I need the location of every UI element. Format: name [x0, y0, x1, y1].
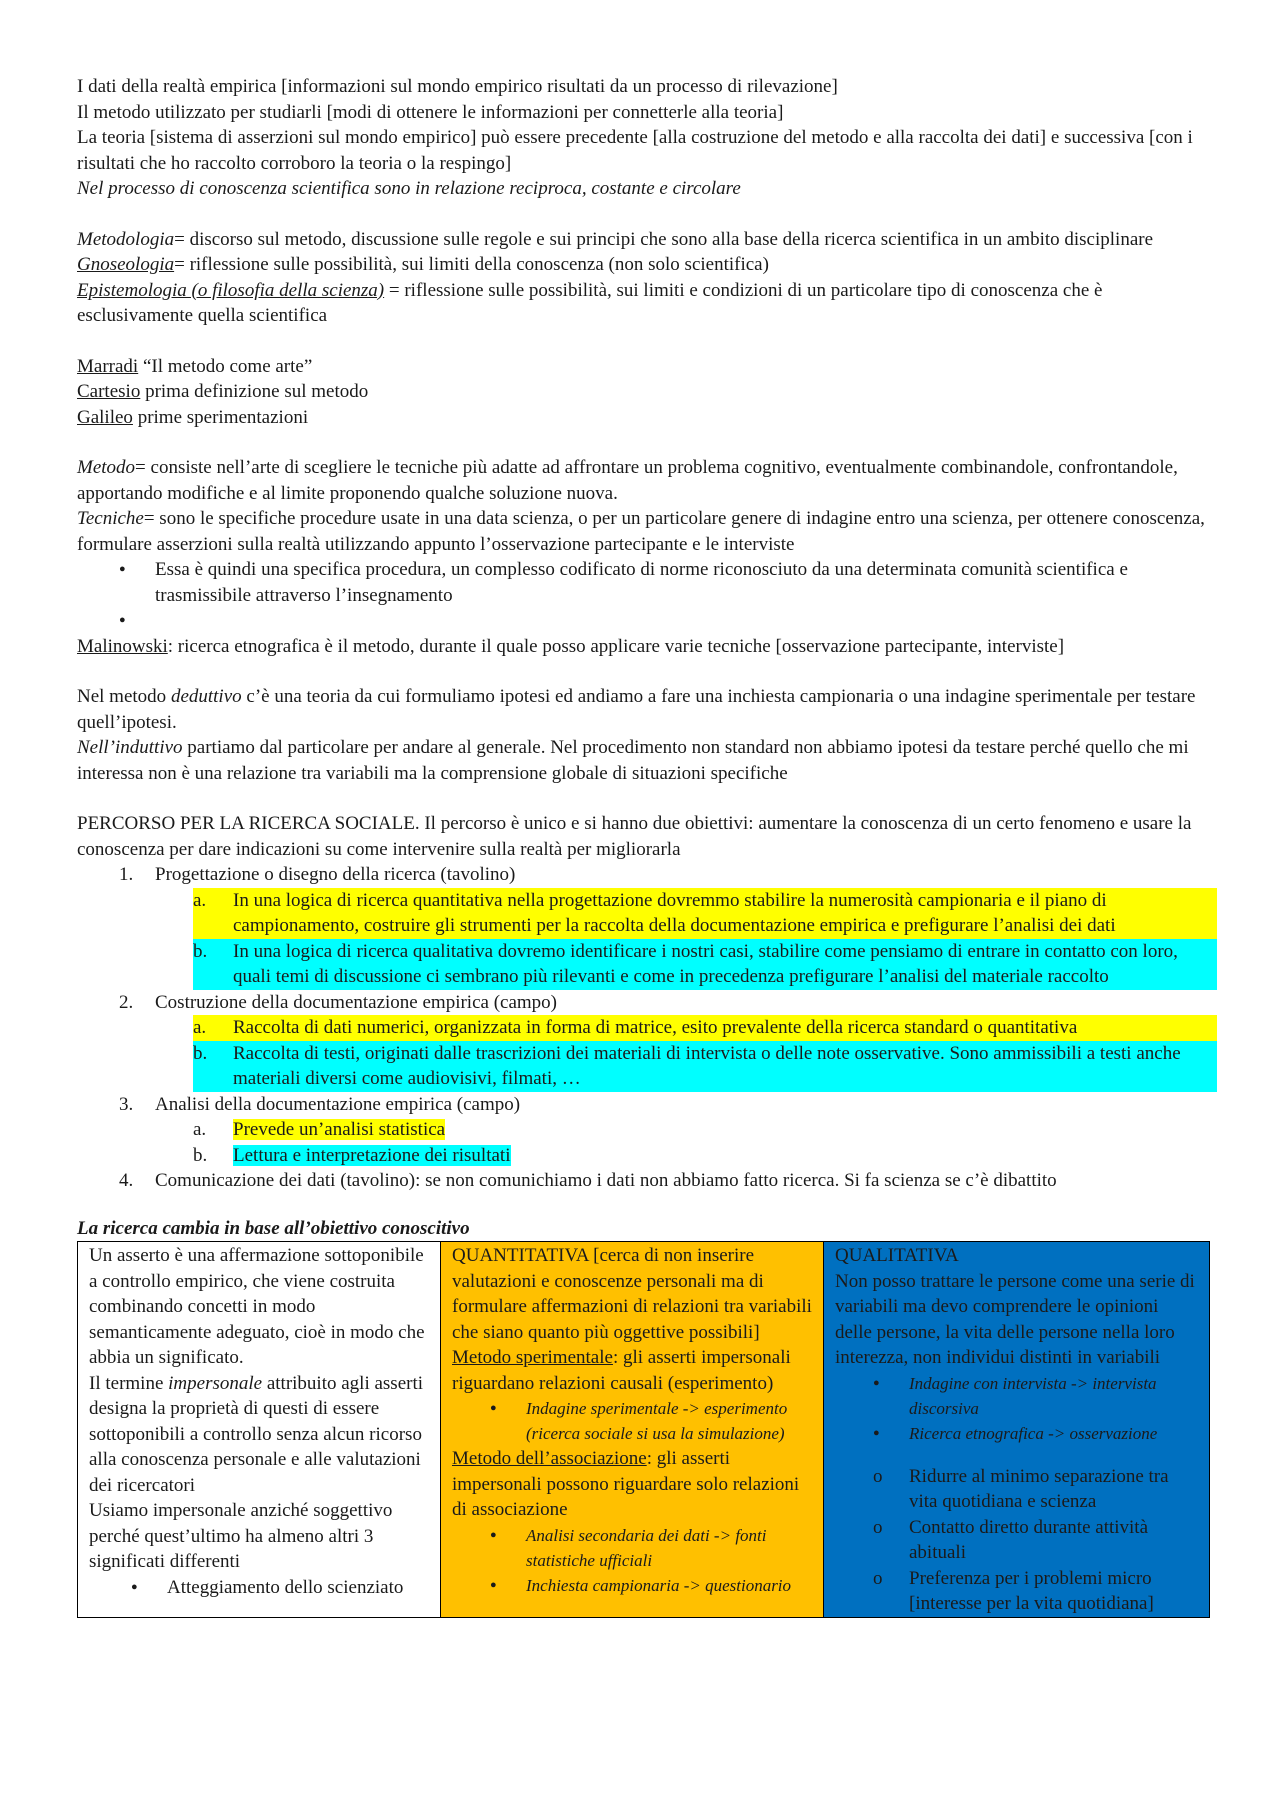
list-item: o Ridurre al minimo separazione tra vita quotidiana e scienza: [909, 1464, 1198, 1515]
step-3-a: a. Prevede un’analisi statistica: [193, 1119, 446, 1140]
percorso-intro: PERCORSO PER LA RICERCA SOCIALE. Il percorso è unico e si hanno due obiettivi: aumentare la conoscenza di un certo fenomeno e usare la conoscenza per dare indicazioni su come intervenire sulla realtà per migliorarla: [77, 813, 1192, 860]
author-marradi: Marradi “Il metodo come arte”: [77, 355, 313, 377]
step-1-a: a. In una logica di ricerca quantitativa nella progettazione dovremmo stabilire la numerosità campionaria e il piano di campionamento, costruire gli strumenti per la raccolta della documentazione empirica e prefigurare l’analisi dei dati: [193, 888, 1217, 939]
def-epistemologia: Epistemologia (o filosofia della scienza) = riflessione sulle possibilità, sui limiti e condizioni di un particolare tipo di conoscenza che è esclusivamente quella scientifica: [77, 279, 1103, 326]
comparison-table: [77, 1241, 1210, 1618]
list-item: o Contatto diretto durante attività abituali: [909, 1515, 1198, 1566]
step-2-a: a. Raccolta di dati numerici, organizzata in forma di matrice, esito prevalente della ricerca standard o quantitativa: [193, 1015, 1217, 1041]
step-4: 4. Comunicazione dei dati (tavolino): se non comunichiamo i dati non abbiamo fatto ricerca. Si fa scienza se c’è dibattito: [119, 1170, 1057, 1191]
list-item: ● Indagine sperimentale -> esperimento (ricerca sociale si usa la simulazione): [526, 1396, 812, 1446]
qualitativa-items: [835, 1371, 1198, 1446]
tecniche-bullet-list: [77, 557, 1217, 634]
author-cartesio: Cartesio prima definizione sul metodo: [77, 381, 369, 402]
author-galileo: Galileo prime sperimentazioni: [77, 406, 309, 428]
metodo-sperimentale: Metodo sperimentale: gli asserti impersonali riguardano relazioni causali (esperimento): [452, 1347, 791, 1394]
list-item: [155, 608, 1217, 634]
intro-line-processo: Nel processo di conoscenza scientifica sono in relazione reciproca, costante e circolare: [77, 178, 741, 199]
intro-line-metodo: Il metodo utilizzato per studiarli [modi di ottenere le informazioni per connetterle alla teoria]: [77, 101, 784, 123]
list-item: ● Atteggiamento dello scienziato: [167, 1575, 429, 1601]
list-item: ● Analisi secondaria dei dati -> fonti statistiche ufficiali: [526, 1523, 812, 1573]
intro-line-teoria: La teoria [sistema di asserzioni sul mondo empirico] può essere precedente [alla costruzione del metodo e alla raccolta dei dati] e successiva [con i risultati che ho raccolto corroboro la teoria o la respingo]: [77, 127, 1193, 174]
col1-bullets: [89, 1575, 429, 1601]
metodo-associazione: Metodo dell’associazione: gli asserti impersonali possono riguardare solo relazioni di associazione: [452, 1448, 800, 1520]
step-1: 1. Progettazione o disegno della ricerca (tavolino) a. In una logica di ricerca quantitativa nella progettazione dovremmo stabilire la numerosità campionaria e il piano di campionamento, costruire gli strumenti per la raccolta della documentazione empirica e prefigurare l’analisi dei dati b. In una logica di ricerca qualitativa dovremo identificare i nostri casi, stabilire come pensiamo di entrare in contatto con loro, quali temi di discussione ci sembrano più rilevanti e come in precedenza prefigurare l’analisi del materiale raccolto: [155, 862, 1217, 990]
def-metodologia: Metodologia= discorso sul metodo, discussione sulle regole e sui principi che sono alla base della ricerca scientifica in un ambito disciplinare: [77, 228, 1154, 250]
sperimentale-items: [452, 1396, 812, 1446]
def-metodo: Metodo= consiste nell’arte di scegliere le tecniche più adatte ad affrontare un problema cognitivo, eventualmente combinandole, confrontandole, apportando modifiche e al limite proponendo qualche soluzione nuova.: [77, 457, 1178, 504]
step-3-b: b. Lettura e interpretazione dei risultati: [193, 1144, 511, 1166]
def-tecniche: Tecniche= sono le specifiche procedure usate in una data scienza, o per un particolare genere di indagine entro una scienza, per ottenere conoscenza, formulare asserzioni sulla realtà utilizzando appunto l’osservazione partecipante e le interviste: [77, 508, 1205, 555]
col-qualitativa: [824, 1242, 1210, 1618]
percorso-steps: [77, 862, 1217, 1194]
document-page: [77, 74, 1217, 1618]
table-title: La ricerca cambia in base all’obiettivo conoscitivo: [77, 1217, 470, 1239]
metodo-deduttivo: Nel metodo deduttivo c’è una teoria da cui formuliamo ipotesi ed andiamo a fare una inchiesta campionaria o una indagine sperimentale per testare quell’ipotesi.: [77, 686, 1196, 733]
step-1-b: b. In una logica di ricerca qualitativa dovremo identificare i nostri casi, stabilire come pensiamo di entrare in contatto con loro, quali temi di discussione ci sembrano più rilevanti e come in precedenza prefigurare l’analisi del materiale raccolto: [193, 939, 1217, 990]
intro-line-dati: I dati della realtà empirica [informazioni sul mondo empirico risultati da un processo di rilevazione]: [77, 76, 838, 97]
qualitativa-heading: QUALITATIVA: [835, 1245, 959, 1266]
step-2: 2. Costruzione della documentazione empirica (campo) a. Raccolta di dati numerici, organizzata in forma di matrice, esito prevalente della ricerca standard o quantitativa b. Raccolta di testi, originati dalle trascrizioni dei materiali di intervista o delle note osservative. Sono ammissibili a testi anche materiali diversi come audiovisivi, filmati, …: [155, 990, 1217, 1092]
impersonale-definition: Il termine impersonale attribuito agli asserti designa la proprietà di questi di essere sottoponibili a controllo senza alcun ricorso alla conoscenza personale e alle valutazioni dei ricercatori: [89, 1372, 424, 1496]
qualitativa-text: Non posso trattare le persone come una serie di variabili ma devo comprendere le opinioni delle persone, la vita delle persone nella loro interezza, non individui distinti in variabili: [835, 1270, 1195, 1368]
col-quantitativa: [441, 1242, 824, 1618]
soggettivo-note: Usiamo impersonale anziché soggettivo perché quest’ultimo ha almeno altri 3 significati differenti: [89, 1500, 393, 1572]
step-3: 3. Analisi della documentazione empirica (campo) a. Prevede un’analisi statistica b. Lettura e interpretazione dei risultati: [155, 1092, 1217, 1169]
quantitativa-heading: QUANTITATIVA [cerca di non inserire valutazioni e conoscenze personali ma di formulare affermazioni di relazioni tra variabili che siano quanto più oggettive possibili]: [452, 1245, 812, 1343]
list-item: ● Indagine con intervista -> intervista discorsiva: [909, 1371, 1198, 1421]
qualitativa-circle-items: [835, 1464, 1198, 1617]
malinowski-line: Malinowski: ricerca etnografica è il metodo, durante il quale posso applicare varie tecniche [osservazione partecipante, interviste]: [77, 635, 1065, 657]
asserto-definition: Un asserto è una affermazione sottoponibile a controllo empirico, che viene costruita combinando concetti in modo semanticamente adeguato, cioè in modo che abbia un significato.: [89, 1245, 425, 1368]
metodo-induttivo: Nell’induttivo partiamo dal particolare per andare al generale. Nel procedimento non standard non abbiamo ipotesi da testare perché quello che mi interessa non è una relazione tra variabili ma la comprensione globale di situazioni specifiche: [77, 737, 1189, 784]
associazione-items: [452, 1523, 812, 1598]
step-2-b: b. Raccolta di testi, originati dalle trascrizioni dei materiali di intervista o delle note osservative. Sono ammissibili a testi anche materiali diversi come audiovisivi, filmati, …: [193, 1041, 1217, 1092]
col-asserto: [78, 1242, 441, 1618]
list-item: ● Ricerca etnografica -> osservazione: [909, 1421, 1198, 1446]
list-item: o Preferenza per i problemi micro [interesse per la vita quotidiana]: [909, 1566, 1198, 1617]
def-gnoseologia: Gnoseologia= riflessione sulle possibilità, sui limiti della conoscenza (non solo scientifica): [77, 254, 769, 275]
list-item: ● Inchiesta campionaria -> questionario: [526, 1573, 812, 1598]
list-item: ● Essa è quindi una specifica procedura, un complesso codificato di norme riconosciuto da una determinata comunità scientifica e trasmissibile attraverso l’insegnamento: [155, 557, 1217, 608]
